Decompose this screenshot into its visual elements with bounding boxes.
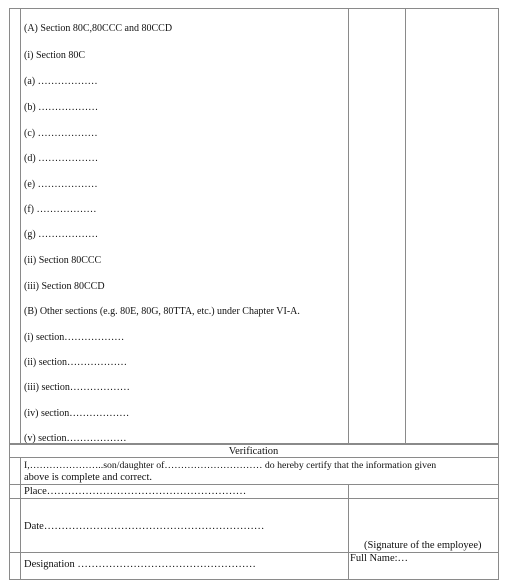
verification-complete-line: above is complete and correct. (24, 472, 152, 483)
full-name-field: Full Name:… (350, 553, 409, 564)
section-b-item-iv: (iv) section……………… (24, 408, 130, 419)
section-a-heading: (A) Section 80C,80CCC and 80CCD (24, 23, 173, 34)
column-divider-2 (405, 8, 406, 444)
employee-signature-label: (Signature of the employee) (364, 540, 482, 551)
section-b-heading: (B) Other sections (e.g. 80E, 80G, 80TTA, etc.) under Chapter VI-A. (24, 306, 300, 317)
section-b-item-iii: (iii) section……………… (24, 382, 130, 393)
section-80c-item-g: (g) ……………… (24, 229, 99, 240)
section-80c-item-c: (c) ……………… (24, 128, 98, 139)
designation-field: Designation …………………………………………… (24, 559, 256, 570)
section-80ccd-label: (iii) Section 80CCD (24, 281, 105, 292)
verification-left-edge (20, 457, 21, 580)
designation-row-top (9, 552, 499, 553)
date-field: Date……………………………………………………… (24, 521, 265, 532)
section-80c-item-d: (d) ……………… (24, 153, 99, 164)
section-80ccc-label: (ii) Section 80CCC (24, 255, 102, 266)
section-80c-label: (i) Section 80C (24, 50, 86, 61)
place-row-top (9, 484, 499, 485)
section-b-item-i: (i) section……………… (24, 332, 125, 343)
section-80c-item-e: (e) ……………… (24, 179, 98, 190)
section-80c-item-a: (a) ……………… (24, 76, 98, 87)
place-field: Place………………………………………………… (24, 486, 247, 497)
section-80c-item-b: (b) ……………… (24, 102, 99, 113)
section-b-item-v: (v) section……………… (24, 433, 127, 444)
verification-title: Verification (228, 446, 279, 457)
column-divider-left (20, 8, 21, 444)
verification-certify-line: I,…………………..son/daughter of………………………… do hereby certify that the information given (24, 460, 437, 471)
column-divider-1 (348, 8, 349, 444)
signature-divider (348, 484, 349, 580)
section-b-item-ii: (ii) section……………… (24, 357, 128, 368)
section-80c-item-f: (f) ……………… (24, 204, 97, 215)
place-row-bottom (9, 498, 499, 499)
